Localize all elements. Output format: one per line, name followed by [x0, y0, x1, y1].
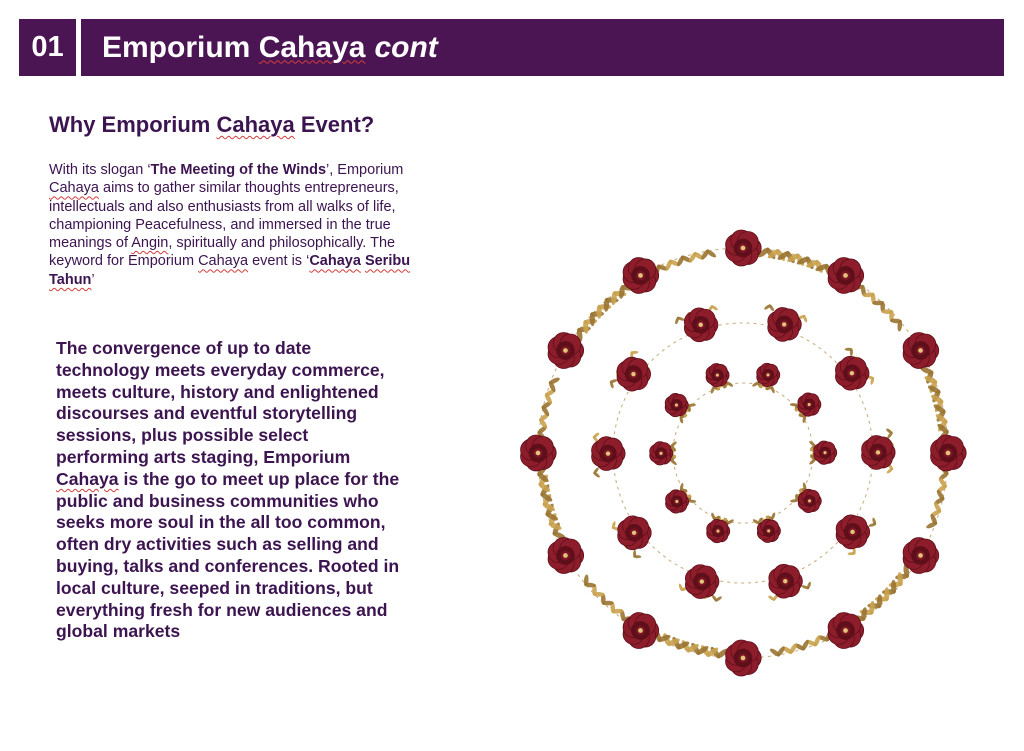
section-number-badge: [19, 19, 76, 76]
rose: [828, 257, 864, 293]
section-number: 01: [31, 31, 64, 63]
page-title-bar: [81, 19, 1004, 76]
rose: [685, 565, 719, 599]
title-cahaya: Cahaya: [258, 30, 366, 64]
intro-paragraph: With its slogan ‘The Meeting of the Winds’, Emporium Cahaya aims to gather similar thoughts entrepreneurs, intellectuals and also enthusiasts from all walks of life, championing Peacefulness, and immersed in the true meanings of Angin, spiritually and philosophically. The keyword for Emporium Cahaya event is ‘Cahaya Seribu Tahun’: [49, 162, 411, 288]
section-heading: Why Emporium Cahaya Event?: [49, 112, 375, 137]
rose: [618, 516, 652, 550]
rose: [707, 519, 730, 542]
rose: [684, 308, 718, 342]
title-main: Emporium: [102, 30, 251, 64]
rose: [617, 357, 651, 391]
rose-rings: [521, 230, 967, 676]
rose: [835, 356, 869, 390]
body-paragraph: The convergence of up to date technology meets everyday commerce, meets culture, history and enlightened discourses and eventful storytelling sessions, plus possible select performing arts staging, Emporium Cahaya is the go to meet up place for the public and business communities who seeks more soul in the all too common, often dry activities such as selling and buying, talks and conferences. Rooted in local culture, seeped in traditions, but everything fresh for new audiences and global markets: [56, 338, 400, 642]
rose: [726, 640, 762, 676]
rose: [903, 538, 939, 574]
rose: [931, 435, 967, 471]
rose: [798, 393, 821, 416]
rose: [814, 441, 837, 464]
rose: [836, 515, 870, 549]
rose: [798, 489, 821, 512]
rose: [592, 437, 626, 471]
slogan: The Meeting of the Winds: [150, 162, 327, 178]
rose: [623, 613, 659, 649]
rose: [862, 435, 896, 469]
rose: [623, 257, 659, 293]
floral-wreath-illustration: [500, 200, 990, 690]
rose: [521, 435, 557, 471]
rose: [665, 393, 688, 416]
rose: [828, 613, 864, 649]
rose: [757, 519, 780, 542]
keyword: Cahaya Seribu Tahun: [49, 253, 411, 288]
rose: [666, 490, 689, 513]
rose: [548, 333, 584, 369]
rose: [548, 538, 584, 574]
rose: [726, 230, 762, 266]
title-cont: cont: [374, 30, 438, 64]
rose: [650, 442, 673, 465]
rose: [769, 564, 803, 598]
rose: [757, 363, 780, 386]
rose: [768, 307, 802, 341]
rose: [706, 363, 729, 386]
rose: [903, 333, 939, 369]
